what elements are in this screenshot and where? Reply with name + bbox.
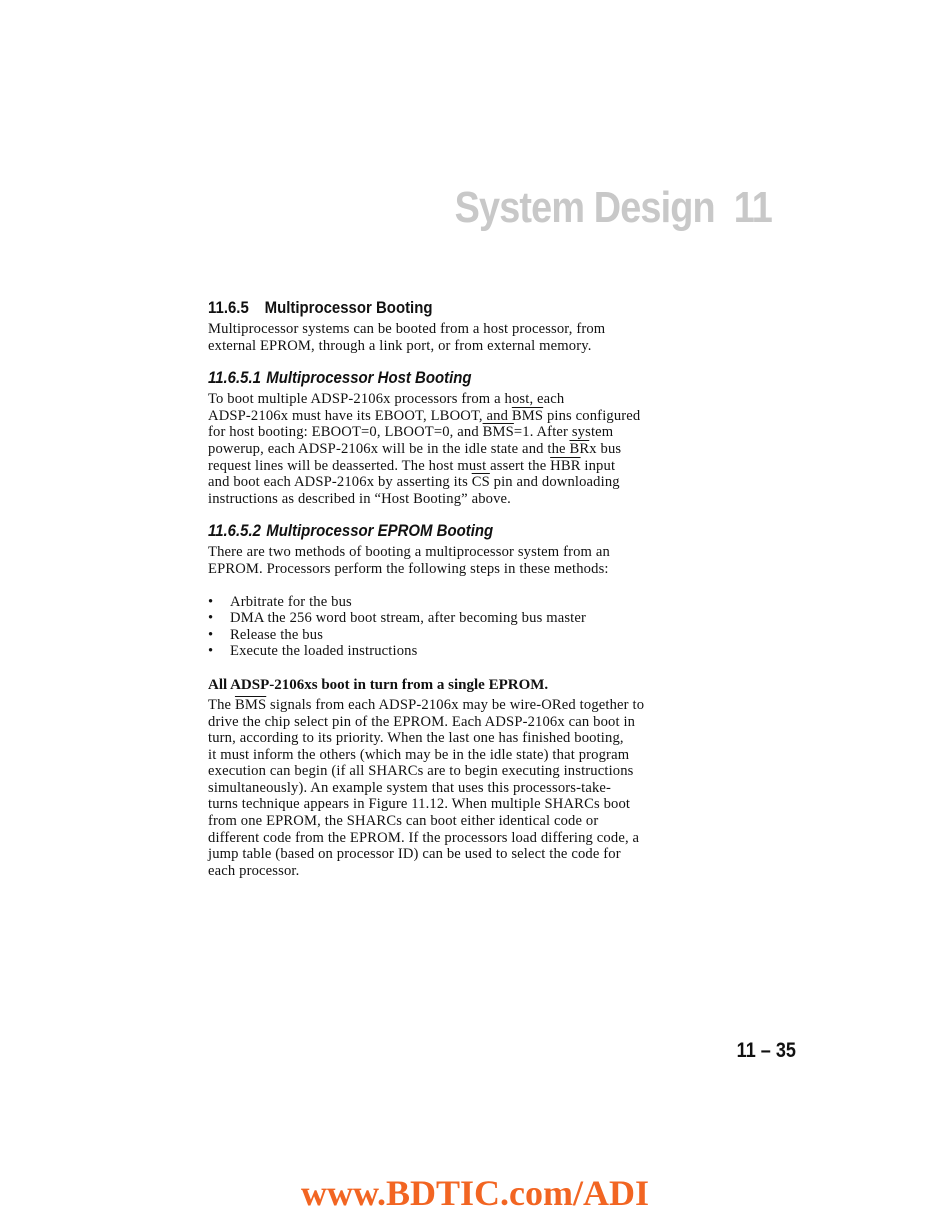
bullet: • xyxy=(208,643,214,660)
text-line: simultaneously). An example system that uses this processors-take- xyxy=(208,779,612,796)
text-line: turns technique appears in Figure 11.12. When multiple SHARCs boot xyxy=(208,796,631,813)
text-line: different code from the EPROM. If the processors load differing code, a xyxy=(208,829,640,846)
text-line: =1. After system xyxy=(513,424,614,441)
text-line: signals from each ADSP-2106x may be wire-ORed together to xyxy=(266,696,645,713)
page-content xyxy=(208,298,698,879)
paragraph-intro xyxy=(208,321,698,354)
text-line: turn, according to its priority. When the last one has finished booting, xyxy=(208,730,624,747)
text-line: EPROM. Processors perform the following steps in these methods: xyxy=(208,560,609,577)
text-line: ADSP-2106x must have its EBOOT, LBOOT, and xyxy=(208,407,512,424)
text-line: request lines will be deasserted. The host must assert the xyxy=(208,457,551,474)
text-line: To boot multiple ADSP-2106x processors from a host, each xyxy=(208,391,565,408)
text-line: it must inform the others (which may be in the idle state) that program xyxy=(208,746,630,763)
paragraph-single-eprom xyxy=(208,697,698,880)
paragraph-eprom-booting xyxy=(208,544,698,577)
text-line: execution can begin (if all SHARCs are to begin executing instructions xyxy=(208,763,634,780)
text-line: for host booting: EBOOT=0, LBOOT=0, and xyxy=(208,424,483,441)
section-heading-11-6-5-2 xyxy=(208,521,639,541)
text-line: pin and downloading xyxy=(489,474,620,491)
signal-cs: $\overline{CS}$ xyxy=(471,474,490,491)
signal-br: $\overline{BR}$ xyxy=(569,440,590,457)
section-heading-11-6-5 xyxy=(208,298,639,318)
watermark-link[interactable]: www.BDTIC.com/ADI xyxy=(300,1173,649,1213)
text-line: jump table (based on processor ID) can be used to select the code for xyxy=(208,846,621,863)
bullet: • xyxy=(208,610,214,627)
bullet: • xyxy=(208,593,214,610)
list-item: • Arbitrate for the bus xyxy=(208,593,352,610)
text-line: from one EPROM, the SHARCs can boot either identical code or xyxy=(208,813,599,830)
chapter-title: System Design xyxy=(454,183,715,232)
steps-list xyxy=(208,594,698,660)
page-number: 11 – 35 xyxy=(736,1039,796,1062)
text-line: input xyxy=(580,457,616,474)
signal-hbr: $\overline{HBR}$ xyxy=(550,457,581,474)
text-line: x bus xyxy=(589,440,622,457)
section-title: Multiprocessor Host Booting xyxy=(266,368,472,388)
text-line: instructions as described in “Host Booting” above. xyxy=(208,490,511,507)
text-line: powerup, each ADSP-2106x will be in the idle state and the xyxy=(208,440,570,457)
bullet: • xyxy=(208,626,214,643)
text-line: external EPROM, through a link port, or from external memory. xyxy=(208,337,592,354)
chapter-number: 11 xyxy=(733,183,772,232)
text-line: There are two methods of booting a multiprocessor system from an xyxy=(208,544,610,561)
text-line: Multiprocessor systems can be booted from a host processor, from xyxy=(208,321,606,337)
list-item: • DMA the 256 word boot stream, after becoming bus master xyxy=(208,610,586,627)
text-line: drive the chip select pin of the EPROM. Each ADSP-2106x can boot in xyxy=(208,713,636,730)
text-line: each processor. xyxy=(208,862,300,879)
list-item: • Execute the loaded instructions xyxy=(208,643,418,660)
section-number: 11.6.5.2 xyxy=(208,521,261,541)
subheading-single-eprom: All ADSP-2106xs boot in turn from a single EPROM. xyxy=(208,676,549,693)
signal-bms: $\overline{BMS}$ xyxy=(511,407,544,424)
signal-bms: $\overline{BMS}$ xyxy=(482,424,514,441)
paragraph-host-booting xyxy=(208,391,698,507)
section-heading-11-6-5-1 xyxy=(208,368,639,388)
list-item: • Release the bus xyxy=(208,626,324,643)
signal-bms: $\overline{BMS}$ xyxy=(234,696,267,713)
chapter-header xyxy=(455,183,772,233)
section-title: Multiprocessor Booting xyxy=(264,298,433,317)
text-line: and boot each ADSP-2106x by asserting its xyxy=(208,474,472,491)
text-line: pins configured xyxy=(543,407,641,424)
text-line: The xyxy=(208,696,235,713)
section-title: Multiprocessor EPROM Booting xyxy=(266,521,494,541)
section-number: 11.6.5 xyxy=(208,298,249,317)
section-number: 11.6.5.1 xyxy=(208,368,261,388)
